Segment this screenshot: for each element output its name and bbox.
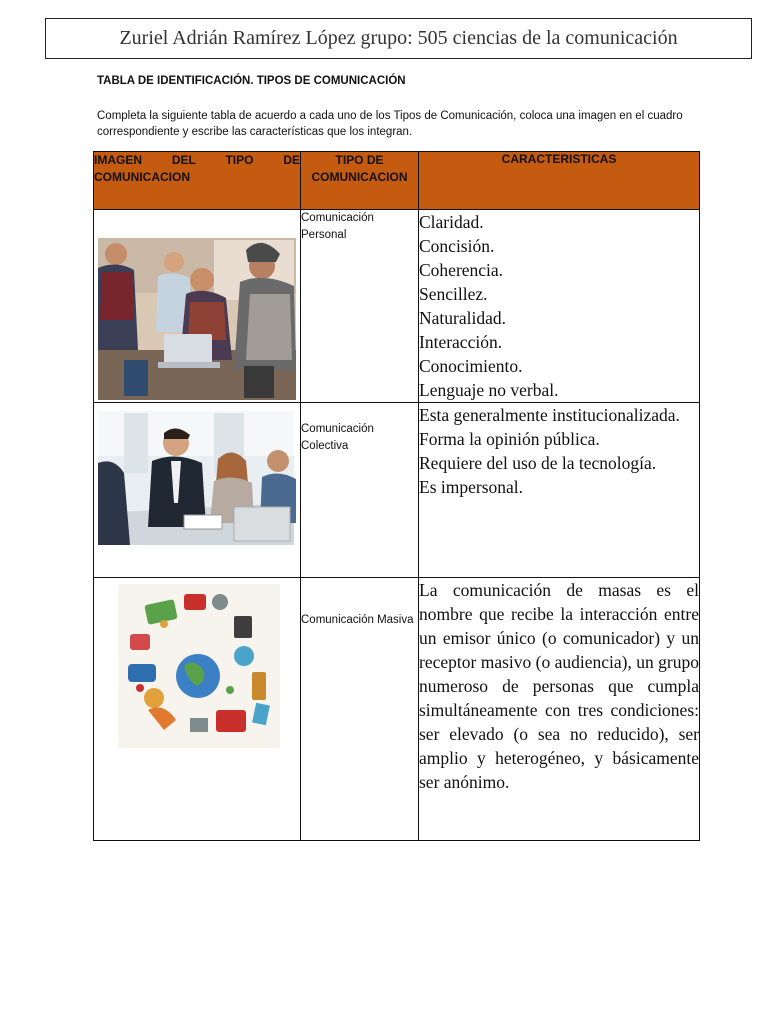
mass-media-devices-illustration: [94, 578, 300, 840]
instructions-text: Completa la siguiente tabla de acuerdo a cada uno de los Tipos de Comunicación, coloca una imagen en el cuadro correspondiente y escribe las características que los integran.: [97, 110, 683, 138]
header-characteristics-column: CARACTERISTICAS: [419, 152, 700, 210]
table-row: [94, 210, 700, 403]
characteristic-item: Sencillez.: [419, 284, 488, 304]
communication-types-table: [93, 151, 700, 841]
characteristics-cell: [419, 210, 700, 403]
characteristic-item: Es impersonal.: [419, 477, 524, 497]
characteristic-item: Esta generalmente institucionalizada.: [419, 405, 680, 425]
image-cell: [94, 578, 301, 841]
characteristic-item: Lenguaje no verbal.: [419, 380, 559, 400]
business-meeting-photo: [94, 403, 300, 577]
characteristic-item: Forma la opinión pública.: [419, 429, 600, 449]
characteristics-cell: [419, 403, 700, 578]
header-image-column: IMAGEN DEL TIPO DE COMUNICACION: [94, 152, 301, 210]
characteristic-item: Coherencia.: [419, 260, 504, 280]
type-cell: Comunicación Masiva: [301, 578, 419, 841]
characteristic-item: Requiere del uso de la tecnología.: [419, 453, 657, 473]
section-heading: TABLA DE IDENTIFICACIÓN. TIPOS DE COMUNICACIÓN: [97, 75, 406, 87]
characteristic-item: Concisión.: [419, 236, 495, 256]
type-cell: Comunicación Colectiva: [301, 403, 419, 578]
table-row: [94, 578, 700, 841]
group-of-friends-photo: [94, 210, 300, 402]
characteristic-item: Claridad.: [419, 212, 484, 232]
image-cell: [94, 210, 301, 403]
image-cell: [94, 403, 301, 578]
table-row: [94, 403, 700, 578]
characteristics-cell: La comunicación de masas es el nombre que recibe la interacción entre un emisor único (o comunicador) y un receptor masivo (o audiencia), un grupo numeroso de personas que cumpla simultáneamente con tres condiciones: ser elevado (o sea no reducido), ser amplio y heterogéneo, y básicamente ser anónimo.: [419, 578, 700, 841]
header-type-column: TIPO DE COMUNICACION: [301, 152, 419, 210]
table-header-row: [94, 152, 700, 210]
document-title: Zuriel Adrián Ramírez López grupo: 505 ciencias de la comunicación: [119, 27, 678, 49]
type-cell: Comunicación Personal: [301, 210, 419, 403]
characteristic-item: Interacción.: [419, 332, 503, 352]
document-title-box: [45, 18, 752, 59]
characteristic-item: Naturalidad.: [419, 308, 506, 328]
characteristic-item: Conocimiento.: [419, 356, 523, 376]
